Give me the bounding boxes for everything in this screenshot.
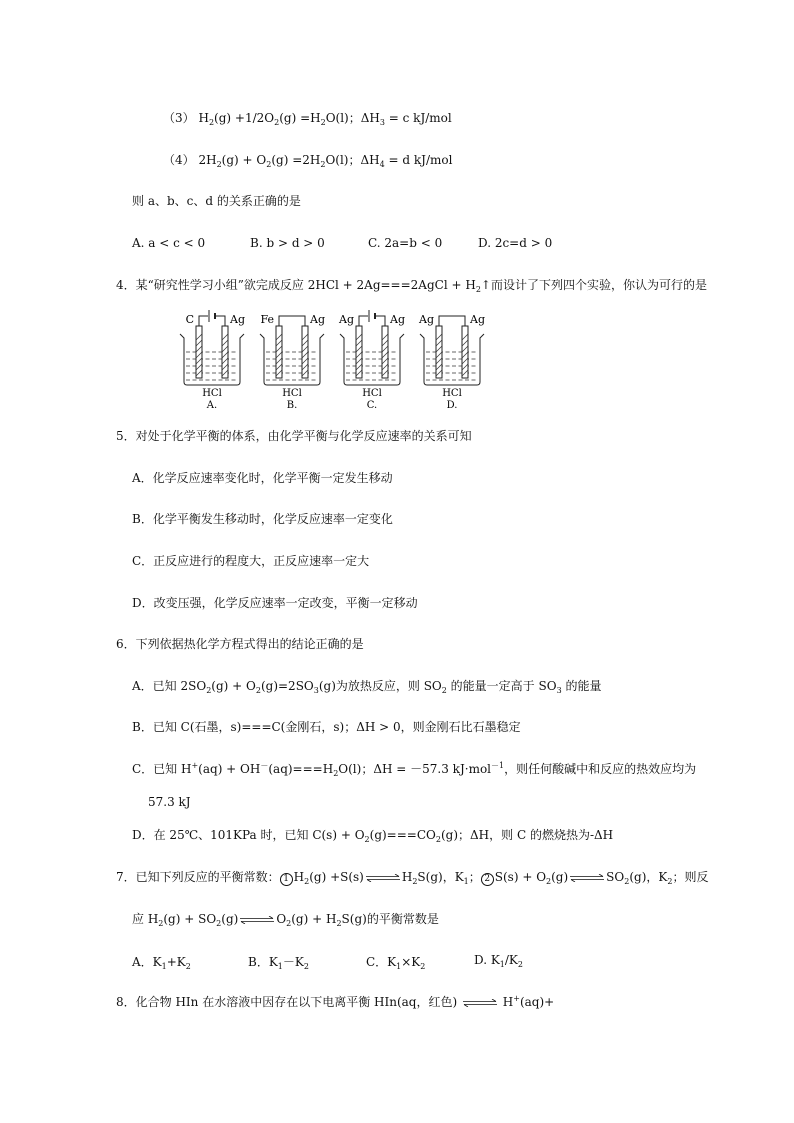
q8-stem: 8．化合物 HIn 在水溶液中因存在以下电离平衡 HIn(aq，红色) H+(aq)+ <box>116 994 555 1009</box>
q5-stem: 5．对处于化学平衡的体系，由化学平衡与化学反应速率的关系可知 <box>116 429 472 443</box>
equation-4 <box>163 152 452 168</box>
figure-label: C. <box>366 400 378 410</box>
q6-stem: 6．下列依据热化学方程式得出的结论正确的是 <box>116 637 364 651</box>
q3-option-d[interactable]: D. 2c=d > 0 <box>478 236 553 250</box>
equilibrium-arrow-icon <box>239 916 275 924</box>
equilibrium-arrow-icon <box>365 874 401 882</box>
figure-label: A. <box>206 400 218 410</box>
q3-option-b[interactable]: B. b > d > 0 <box>250 236 325 250</box>
wire-line <box>439 316 465 326</box>
equilibrium-arrow-icon <box>462 999 498 1007</box>
q3-stem: 则 a、b、c、d 的关系正确的是 <box>132 194 301 208</box>
electrode-right-label: Ag <box>310 313 325 326</box>
circle-1-icon: 1 <box>280 873 293 886</box>
q6-option-c[interactable]: C．已知 $H^+(aq) + OH^-(aq)===H_2O(l)$；ΔH = －57.3 kJ·mol$^{-1}$，则任何酸碱中和反应的热效应均为 <box>132 761 697 778</box>
figure-label: D. <box>446 400 458 410</box>
beaker-icon <box>340 334 404 385</box>
electrolyte-label: HCl <box>282 388 302 399</box>
q6-option-c-cont: 57.3 kJ <box>148 795 191 809</box>
eq4-label: （4） <box>163 153 195 167</box>
q4-stem: 4．某“研究性学习小组”欲完成反应 2HCl + 2Ag===2AgCl + $H_2↑$而设计了下列四个实验，你认为可行的是 <box>116 278 707 294</box>
equilibrium-arrow-icon <box>569 874 605 882</box>
equation-3 <box>163 110 452 126</box>
electrode-icon <box>276 326 282 378</box>
electrode-icon <box>222 326 228 378</box>
apparatus-figure <box>260 313 325 410</box>
apparatus-figure <box>418 313 485 410</box>
q7-option-a[interactable]: A．$K_1+K_2$ <box>132 955 191 971</box>
beaker-icon <box>180 334 244 385</box>
electrode-left-label: Ag <box>339 313 354 326</box>
electrolyte-label: HCl <box>442 388 462 399</box>
apparatus-figure <box>338 310 405 410</box>
q5-option-b[interactable]: B．化学平衡发生移动时，化学反应速率一定变化 <box>132 512 393 526</box>
apparatus-figure <box>180 310 245 410</box>
eq4-text: $2H_2(g) + O_2(g) =2H_2O(l)$；$\Delta H_4 = d$ kJ/mol <box>198 153 453 169</box>
wire-line <box>216 316 225 326</box>
electrode-icon <box>382 326 388 378</box>
q7-stem: 7．已知下列反应的平衡常数： 1 $H_2(g) +S(s)$ $H_2S(g)$，$K_1$； 2 $S(s) + O_2(g)$ $SO_2(g)$，$K_2$；则反 <box>116 870 709 886</box>
q5-option-c[interactable]: C．正反应进行的程度大，正反应速率一定大 <box>132 554 370 568</box>
q5-option-a[interactable]: A．化学反应速率变化时，化学平衡一定发生移动 <box>132 471 393 485</box>
eq3-label: （3） <box>163 111 195 125</box>
q3-option-c[interactable]: C. 2a=b < 0 <box>368 236 443 250</box>
electrode-right-label: Ag <box>230 313 245 326</box>
electrode-icon <box>436 326 442 378</box>
q4-apparatus-figures <box>174 310 504 410</box>
electrode-right-label: Ag <box>470 313 485 326</box>
circle-2-icon: 2 <box>481 873 494 886</box>
q6-option-d[interactable]: D．在 25℃、101KPa 时，已知 $C(s) + O_2(g)===CO_2(g)$；ΔH，则 C 的燃烧热为-ΔH <box>132 828 614 844</box>
electrode-left-label: Fe <box>260 313 274 326</box>
electrolyte-label: HCl <box>362 388 382 399</box>
electrode-icon <box>356 326 362 378</box>
electrolyte-label: HCl <box>202 388 222 399</box>
electrode-icon <box>196 326 202 378</box>
q7-option-d[interactable]: D. $K_1/K_2$ <box>474 953 523 969</box>
electrode-left-label: Ag <box>419 313 434 326</box>
wire-line <box>279 316 305 326</box>
q7-stem-cont: 应 $H_2(g) + SO_2(g) O_2(g) + H_2S(g)$的平衡常数是 <box>132 912 439 928</box>
electrode-icon <box>302 326 308 378</box>
wire-line <box>359 316 368 326</box>
figure-label: B. <box>286 400 298 410</box>
q7-option-c[interactable]: C．$K_1\times K_2$ <box>366 955 426 971</box>
beaker-icon <box>260 334 324 385</box>
electrode-right-label: Ag <box>390 313 405 326</box>
beaker-icon <box>420 334 484 385</box>
q7-option-b[interactable]: B．$K_1-K_2$ <box>248 955 309 971</box>
electrode-icon <box>462 326 468 378</box>
q3-option-a[interactable]: A. a < c < 0 <box>132 236 206 250</box>
wire-line <box>199 316 208 326</box>
wire-line <box>376 316 385 326</box>
q5-option-d[interactable]: D．改变压强，化学反应速率一定改变，平衡一定移动 <box>132 596 418 610</box>
eq3-text: $H_2(g) +1/2O_2(g) =H_2O(l)$；$\Delta H_3 = c$ kJ/mol <box>198 111 452 127</box>
q6-option-b[interactable]: B．已知 C(石墨，s)===C(金刚石，s)；ΔH > 0，则金刚石比石墨稳定 <box>132 720 521 734</box>
q6-option-a[interactable]: A．已知 $2SO_2(g) + O_2(g)=2SO_3(g)$为放热反应，则 $SO_2$ 的能量一定高于 $SO_3$ 的能量 <box>132 679 602 695</box>
electrode-left-label: C <box>185 313 194 326</box>
